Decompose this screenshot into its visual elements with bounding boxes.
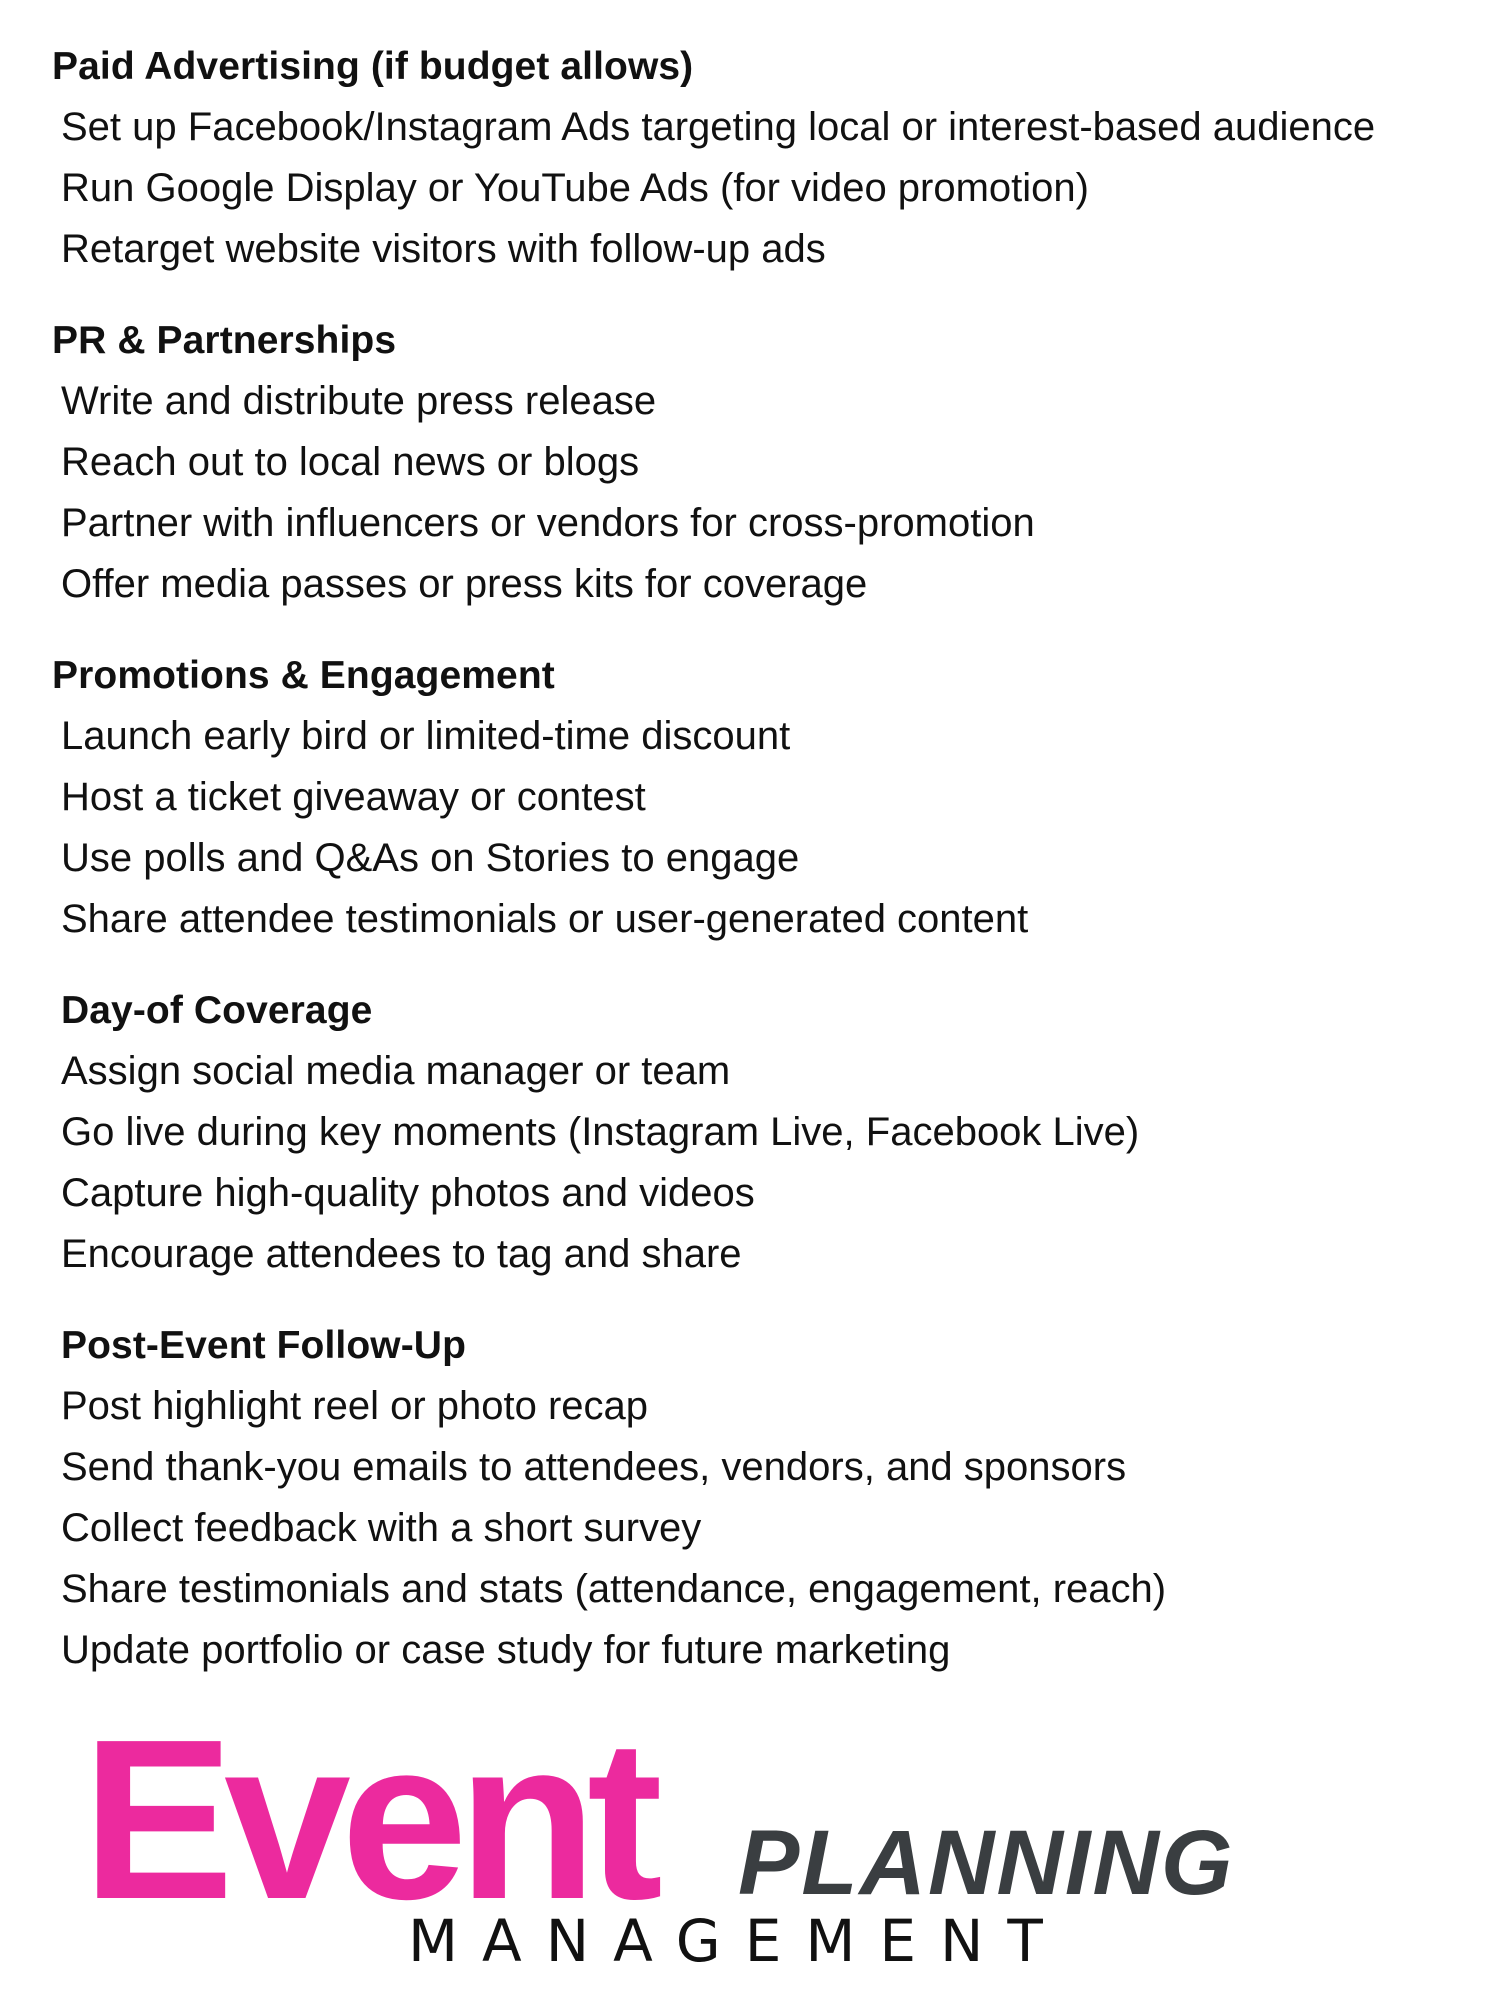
section-title: Post-Event Follow-Up — [61, 1324, 466, 1367]
section-title: Paid Advertising (if budget allows) — [52, 45, 694, 88]
list-item: Retarget website visitors with follow-up ads — [61, 227, 826, 271]
section-title: PR & Partnerships — [52, 319, 397, 362]
section-paid-advertising — [52, 36, 1452, 280]
list-item: Partner with influencers or vendors for cross-promotion — [61, 501, 1035, 545]
list-item: Update portfolio or case study for future marketing — [61, 1628, 951, 1672]
list-item: Assign social media manager or team — [61, 1049, 731, 1093]
section-title: Day-of Coverage — [61, 989, 373, 1032]
item-list — [52, 706, 1452, 950]
list-item: Share attendee testimonials or user-generated content — [61, 897, 1029, 941]
list-item: Send thank-you emails to attendees, vendors, and sponsors — [61, 1445, 1127, 1489]
item-list — [52, 1376, 1452, 1681]
item-list — [52, 1041, 1452, 1285]
section-title: Promotions & Engagement — [52, 654, 555, 697]
list-item: Reach out to local news or blogs — [61, 440, 640, 484]
logo-word-planning: PLANNING — [738, 1812, 1235, 1914]
list-item: Run Google Display or YouTube Ads (for video promotion) — [61, 166, 1089, 210]
list-item: Launch early bird or limited-time discount — [61, 714, 791, 758]
list-item: Set up Facebook/Instagram Ads targeting local or interest-based audience — [61, 105, 1376, 149]
list-item: Use polls and Q&As on Stories to engage — [61, 836, 800, 880]
section-promotions-engagement — [52, 645, 1452, 950]
logo-word-event: Event — [82, 1693, 653, 1947]
list-item: Go live during key moments (Instagram Live, Facebook Live) — [61, 1110, 1140, 1154]
event-planning-logo — [0, 1693, 1500, 1980]
logo-word-management: MANAGEMENT — [408, 1907, 1067, 1975]
document-body — [52, 36, 1452, 1711]
section-pr-partnerships — [52, 310, 1452, 615]
list-item: Collect feedback with a short survey — [61, 1506, 702, 1550]
section-post-event-follow-up — [52, 1315, 1452, 1681]
list-item: Post highlight reel or photo recap — [61, 1384, 649, 1428]
list-item: Share testimonials and stats (attendance, engagement, reach) — [61, 1567, 1167, 1611]
section-day-of-coverage — [52, 980, 1452, 1285]
list-item: Capture high-quality photos and videos — [61, 1171, 755, 1215]
list-item: Host a ticket giveaway or contest — [61, 775, 646, 819]
list-item: Encourage attendees to tag and share — [61, 1232, 742, 1276]
list-item: Offer media passes or press kits for coverage — [61, 562, 868, 606]
item-list — [52, 97, 1452, 280]
list-item: Write and distribute press release — [61, 379, 657, 423]
item-list — [52, 371, 1452, 615]
